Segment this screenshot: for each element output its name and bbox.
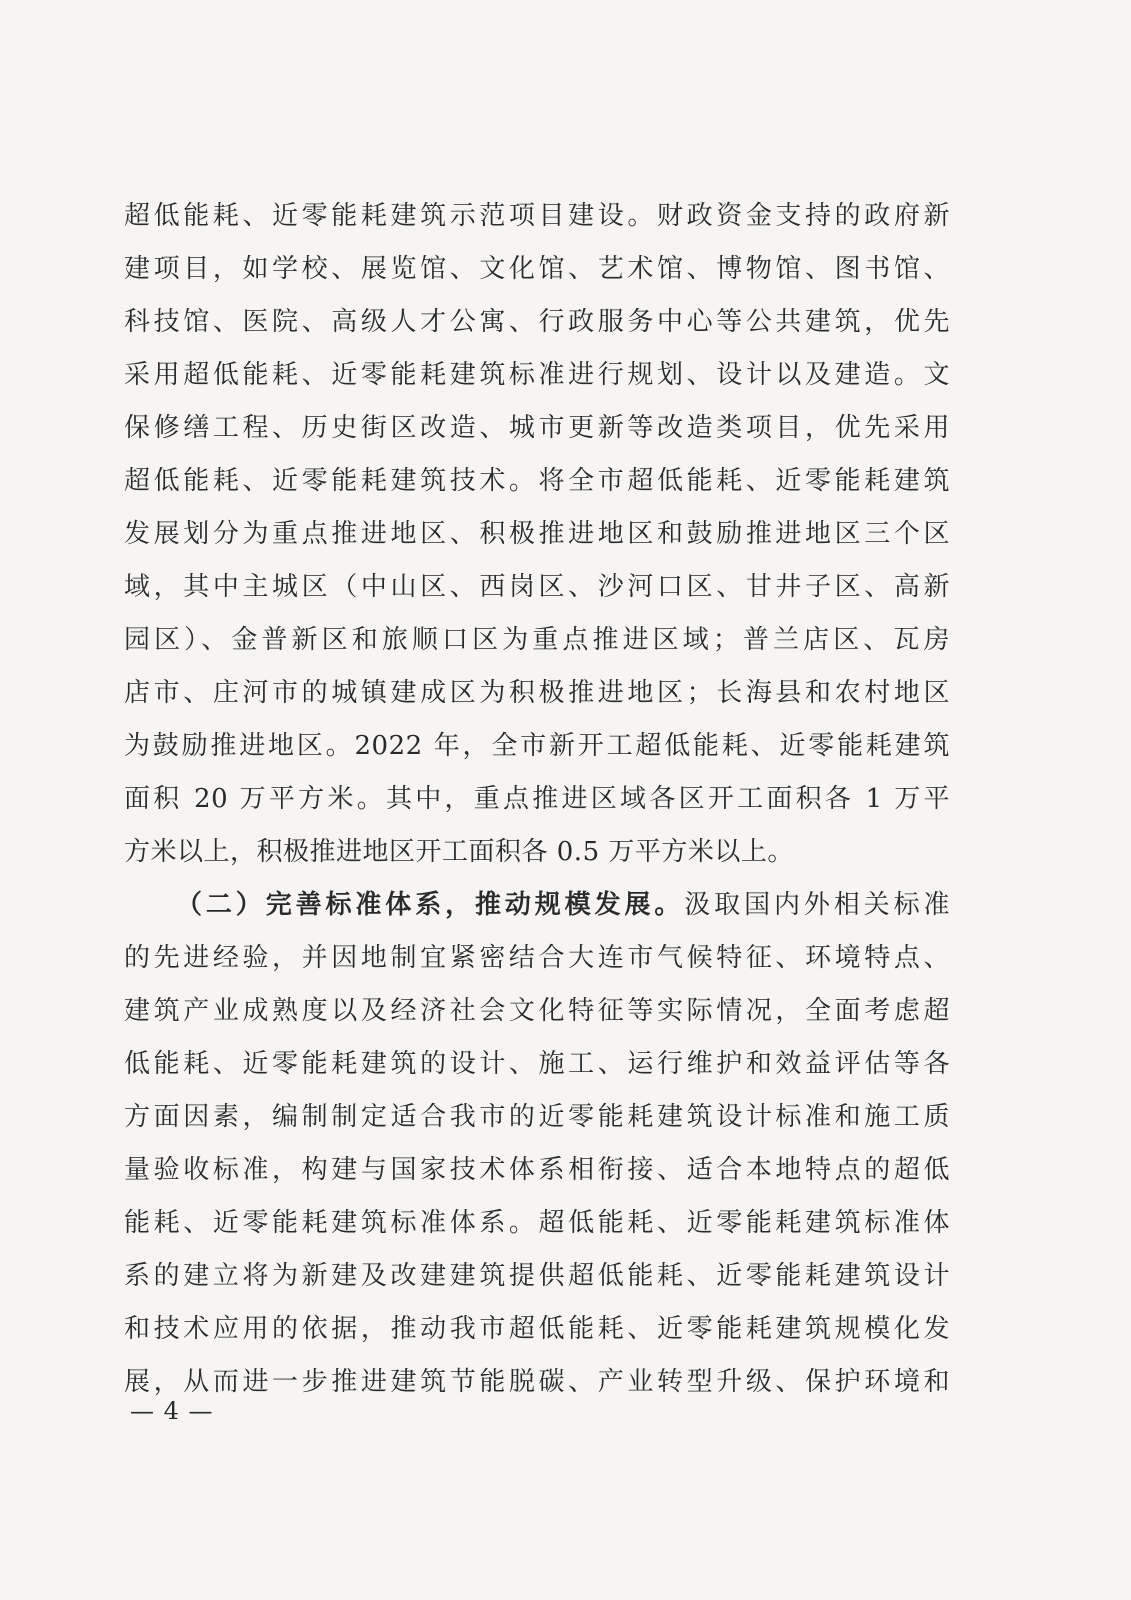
section-heading-line <box>124 879 950 932</box>
paragraph-line: 保修缮工程、历史街区改造、城市更新等改造类项目，优先采用 <box>124 413 950 443</box>
paragraph-line: 方米以上，积极推进地区开工面积各 0.5 万平方米以上。 <box>124 837 794 867</box>
body-text <box>124 190 950 1409</box>
paragraph-line: 建项目，如学校、展览馆、文化馆、艺术馆、博物馆、图书馆、 <box>124 254 950 284</box>
paragraph-line: 科技馆、医院、高级人才公寓、行政服务中心等公共建筑，优先 <box>124 307 950 337</box>
paragraph-line: 面积 20 万平方米。其中，重点推进区域各区开工面积各 1 万平 <box>124 784 950 814</box>
paragraph-line: 系的建立将为新建及改建建筑提供超低能耗、近零能耗建筑设计 <box>124 1261 950 1291</box>
paragraph-line: 和技术应用的依据，推动我市超低能耗、近零能耗建筑规模化发 <box>124 1314 950 1344</box>
paragraph-line: 方面因素，编制制定适合我市的近零能耗建筑设计标准和施工质 <box>124 1102 950 1132</box>
paragraph-line: 低能耗、近零能耗建筑的设计、施工、运行维护和效益评估等各 <box>124 1049 950 1079</box>
paragraph-line: 为鼓励推进地区。2022 年，全市新开工超低能耗、近零能耗建筑 <box>124 731 950 761</box>
paragraph-line: 的先进经验，并因地制宜紧密结合大连市气候特征、环境特点、 <box>124 943 950 973</box>
paragraph-line: 超低能耗、近零能耗建筑技术。将全市超低能耗、近零能耗建筑 <box>124 466 950 496</box>
paragraph-line: 建筑产业成熟度以及经济社会文化特征等实际情况，全面考虑超 <box>124 996 950 1026</box>
paragraph-line: 展，从而进一步推进建筑节能脱碳、产业转型升级、保护环境和 <box>124 1367 950 1397</box>
paragraph-line: 量验收标准，构建与国家技术体系相衔接、适合本地特点的超低 <box>124 1155 950 1185</box>
paragraph-line: 采用超低能耗、近零能耗建筑标准进行规划、设计以及建造。文 <box>124 360 950 390</box>
paragraph-line: 超低能耗、近零能耗建筑示范项目建设。财政资金支持的政府新 <box>124 201 950 231</box>
paragraph-line: 园区）、金普新区和旅顺口区为重点推进区域；普兰店区、瓦房 <box>124 625 950 655</box>
paragraph-line: 店市、庄河市的城镇建成区为积极推进地区；长海县和农村地区 <box>124 678 950 708</box>
paragraph-line: 域，其中主城区（中山区、西岗区、沙河口区、甘井子区、高新 <box>124 572 950 602</box>
paragraph-line: 发展划分为重点推进地区、积极推进地区和鼓励推进地区三个区 <box>124 519 950 549</box>
paragraph-line: 能耗、近零能耗建筑标准体系。超低能耗、近零能耗建筑标准体 <box>124 1208 950 1238</box>
section-heading-rest: 汲取国内外相关标准 <box>684 890 950 920</box>
section-heading: （二）完善标准体系，推动规模发展。 <box>176 890 685 920</box>
page-number: — 4 — <box>130 1397 214 1425</box>
